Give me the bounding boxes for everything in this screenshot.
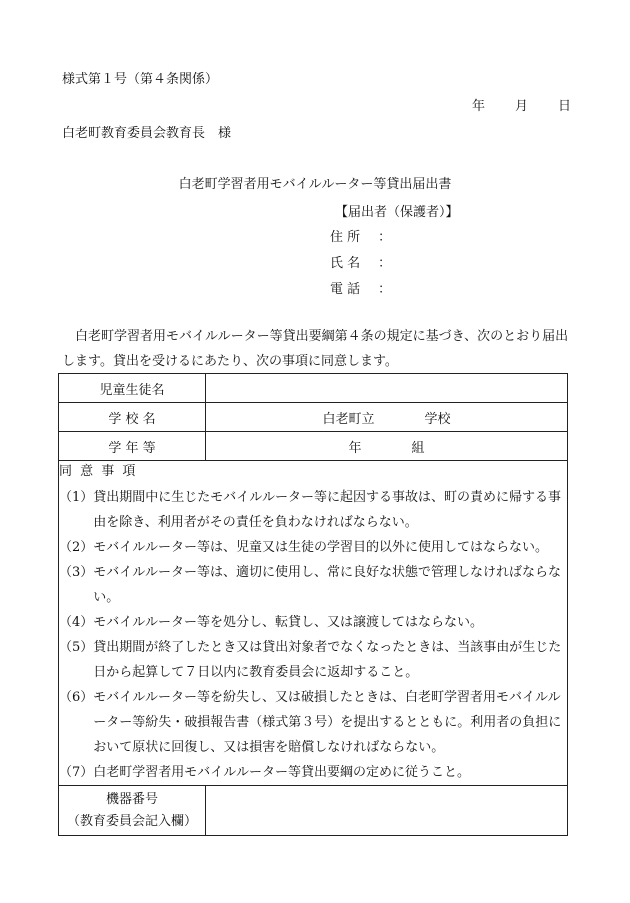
address-row <box>330 225 391 251</box>
date-day: 日 <box>558 99 572 114</box>
consent-row <box>59 461 568 786</box>
consent-item <box>59 535 567 560</box>
applicant-heading: 【届出者（保護者）】 <box>335 205 459 220</box>
name-row <box>330 251 391 277</box>
consent-item-number: （5） <box>59 640 94 655</box>
student-name-row <box>59 374 568 403</box>
name-label: 氏 名 <box>330 256 361 271</box>
school-suffix: 学校 <box>424 411 451 427</box>
school-label: 学 校 名 <box>59 403 206 432</box>
device-label-line1: 機器番号 <box>105 791 158 807</box>
date-month: 月 <box>515 99 529 114</box>
consent-item-text: モバイルルーター等は、児童又は生徒の学習目的以外に使用してはならない。 <box>93 540 548 555</box>
consent-item <box>59 485 567 535</box>
consent-item <box>59 610 567 635</box>
address-label: 住 所 <box>330 230 361 245</box>
grade-year: 年 <box>348 440 362 456</box>
application-table <box>58 373 568 836</box>
school-prefix: 白老町立 <box>322 411 375 427</box>
device-row <box>59 786 568 836</box>
consent-item-number: （3） <box>59 565 94 580</box>
addressee: 白老町教育委員会教育長 様 <box>62 126 232 141</box>
grade-label: 学 年 等 <box>59 432 206 461</box>
grade-class: 組 <box>411 440 425 456</box>
consent-item-text: 貸出期間が終了したとき又は貸出対象者でなくなったときは、当該事由が生じた日から起算して７日以内に教育委員会に返却すること。 <box>93 640 562 680</box>
consent-item <box>59 560 567 610</box>
phone-label: 電 話 <box>330 282 361 297</box>
consent-item-number: （1） <box>59 490 94 505</box>
form-number: 様式第１号（第４条関係） <box>62 72 219 87</box>
school-row <box>59 403 568 432</box>
grade-value[interactable] <box>206 432 568 461</box>
consent-item-number: （4） <box>59 615 94 630</box>
consent-item-number: （6） <box>59 690 94 705</box>
student-name-label: 児童生徒名 <box>59 374 206 403</box>
grade-row <box>59 432 568 461</box>
device-label <box>59 786 206 836</box>
applicant-fields <box>330 225 391 303</box>
consent-item <box>59 635 567 685</box>
document-title: 白老町学習者用モバイルルーター等貸出届出書 <box>178 177 452 192</box>
consent-item-text: モバイルルーター等は、適切に使用し、常に良好な状態で管理しなければならない。 <box>93 565 561 605</box>
student-name-value[interactable] <box>206 374 568 403</box>
phone-sep: ： <box>378 282 392 297</box>
consent-item <box>59 760 567 785</box>
consent-section <box>59 461 568 786</box>
consent-item-text: 貸出期間中に生じたモバイルルーター等に起因する事故は、町の責めに帰する事由を除き、利用者がその責任を負わなければならない。 <box>93 490 561 530</box>
consent-item-number: （7） <box>59 765 94 780</box>
consent-item-text: モバイルルーター等を処分し、転貸し、又は譲渡してはならない。 <box>93 615 483 630</box>
consent-item-text: 白老町学習者用モバイルルーター等貸出要綱の定めに従うこと。 <box>93 765 470 780</box>
device-number-value[interactable] <box>206 786 568 836</box>
consent-item-number: （2） <box>59 540 94 555</box>
consent-item <box>59 685 567 760</box>
intro-paragraph: 白老町学習者用モバイルルーター等貸出要綱第４条の規定に基づき、次のとおり届出します。貸出を受けるにあたり、次の事項に同意します。 <box>62 329 569 369</box>
address-sep: ： <box>378 230 392 245</box>
consent-item-text: モバイルルーター等を紛失し、又は破損したときは、白老町学習者用モバイルルーター等紛失・破損報告書（様式第３号）を提出するとともに。利用者の負担において原状に回復し、又は損害を賠償しなければならない。 <box>93 690 562 755</box>
date-year: 年 <box>472 99 486 114</box>
date-line <box>472 95 571 114</box>
device-label-line2: （教育委員会記入欄） <box>66 813 197 829</box>
phone-row <box>330 277 391 303</box>
name-sep: ： <box>378 256 392 271</box>
consent-heading: 同 意 事 項 <box>59 464 138 479</box>
school-value[interactable] <box>206 403 568 432</box>
